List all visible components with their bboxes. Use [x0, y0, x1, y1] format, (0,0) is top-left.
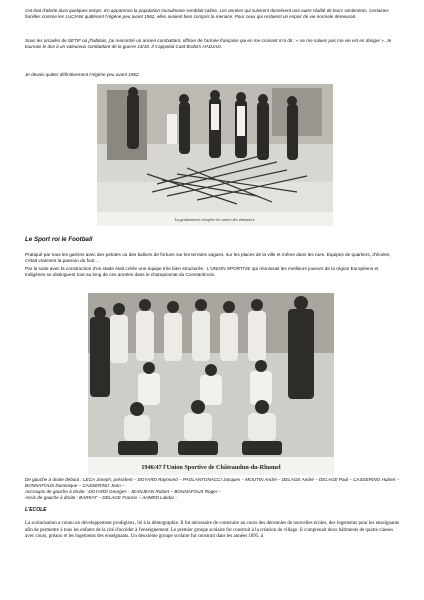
team-standing: De gauche à droite debout : LECA Joseph, président – DOYARD Raymond – PAOLANTONACCI Jacques – MOUTIN André – DELAGE André – DELAGE Paul – CASSERINO Hubert – BONNAFOUS Dominique – CASSERINO Jean –	[25, 477, 400, 489]
sport-paragraph-1: Pratiqué par tous les gamins avec des pelotes ou des ballons de fortune sur les terrains vagues, sur les places de la ville et même dans les rues. Equipes de quartiers, d'écoles, c'était vraiment la passion du foot…	[25, 252, 391, 264]
gendarmerie-photo-image	[97, 84, 333, 226]
sport-paragraph-2: Par la suite avec la construction d'un stade était créée une équipe très bien structurée : L'UNION SPORTIVE qui réunissait les meilleurs joueurs de la région Européens et Indigènes se distinguent tout au long de ces années dans le championnat du Constantinois.	[25, 266, 379, 278]
team-photo	[88, 293, 334, 475]
gendarmerie-photo	[97, 84, 333, 226]
gendarmerie-photo-caption: La gendarmerie récupère les armes des émeutiers.	[174, 217, 256, 222]
ecole-heading: L'ECOLE	[25, 507, 47, 513]
sport-heading: Le Sport roi le Football	[25, 236, 93, 243]
team-photo-image	[88, 293, 334, 475]
team-photo-caption: 1946/47 l'Union Sportive de Châteaudun-du-Rhumel	[141, 464, 281, 471]
team-seated: Assis de gauche à droite : BARKAT – DELAGE Francis – AHMED Lakdar -	[25, 495, 177, 500]
intro-paragraph-3: Je devais quitter définitivement l'Algérie peu avant 1962.	[25, 72, 140, 77]
intro-paragraph-2: Sous les arcades de SETIF où j'habitais, j'ai rencontré un ancien combattant, officier de l'armée française qui en me croisant m'a dit : « ne me salues pas ma vie est en danger ». Je tournais le dos à un valeureux combattant de la guerre 14/18. Il s'appelait Caïd Brahim HADJAD.	[25, 38, 392, 50]
intro-paragraph-1: Cet état d'alerte dura quelques temps. En apparence la population musulmane semblait calme. Les années qui suivirent donnèrent une autre réalité de leurs sentiments. Certaines familles comme les LUCIANI quittèrent l'Algérie peu avant 1962, elles avaient bien compris la menace. Pour ceux qui restaient un espoir de vie normale demeurait.	[25, 8, 389, 20]
ecole-paragraph: La scolarisation a connu un développement prodigieux, lié à la démographie. Il fut nécessaire de construire au cours des décennies de nouvelles écoles, des logements pour les enseignants afin de permettre à tous les enfants de la cité d'accéder à l'enseignement. Le premier groupe scolaire fut construit à la création du village. Il comprenait deux bâtiments de quatre classes avec cours, préaux et les logements des enseignants. Un deuxième groupe scolaire fut construit dans les années 1895. à	[25, 521, 400, 540]
team-crouching: Accroupis de gauche à droite : DOYARD Georges - JEANJEAN Robert – BONNAFOUS Roger –	[25, 489, 222, 494]
